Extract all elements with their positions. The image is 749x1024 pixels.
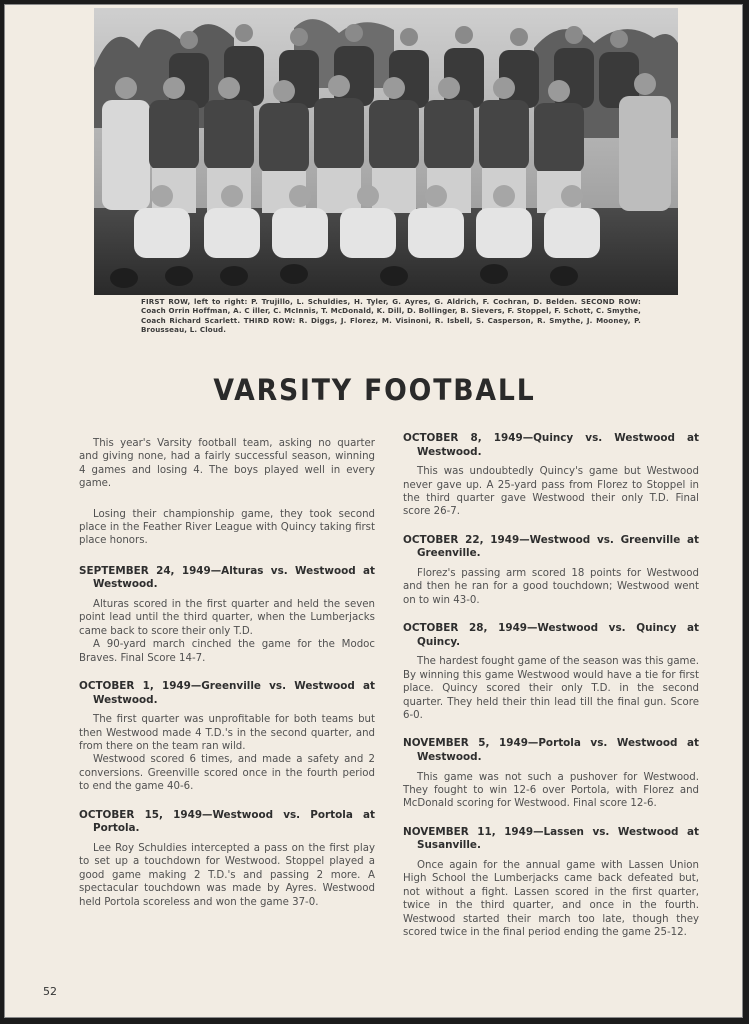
game-paragraph: This game was not such a pushover for Westwood. They fought to win 12-6 over Portola, with Florez and McDonald scoring for Westwood. Final score 12-6. (403, 771, 699, 810)
game-paragraph: Florez's passing arm scored 18 points for Westwood and then he ran for a good touchdown; Westwood went on to win 43-0. (403, 568, 699, 606)
game-heading: SEPTEMBER 24, 1949—Alturas vs. Westwood at Westwood. (79, 564, 375, 591)
spacer (403, 811, 699, 826)
right-column (403, 432, 699, 939)
game-paragraph: Alturas scored in the first quarter and held the seven point lead until the third quarter, when the Lumberjacks came back to score their only T.D. (79, 599, 375, 637)
game-heading: NOVEMBER 5, 1949—Portola vs. Westwood at Westwood. (403, 737, 699, 764)
spacer (79, 794, 375, 809)
yearbook-page (4, 4, 743, 1018)
game-heading: OCTOBER 22, 1949—Westwood vs. Greenville at Greenville. (403, 533, 699, 560)
photo-caption: FIRST ROW, left to right: P. Trujillo, L. Schuldies, H. Tyler, G. Ayres, G. Aldrich, F. Cochran, D. Belden. SECOND ROW: Coach Orrin Hoffman, A. C iller, C. McInnis, T. McDonald, K. Dill, D. Bollinger, B. Sievers, F. Stoppel, F. Schott, C. Smythe, Coach Richard Scarlett. THIRD ROW: R. Diggs, J. Florez, M. Visinoni, R. Isbell, S. Casperson, R. Smythe, J. Mooney, P. Brousseau, L. Cloud. (141, 297, 641, 334)
league-paragraph: Losing their championship game, they took second place in the Feather River League with Quincy taking first place honors. (79, 508, 375, 547)
game-paragraph: A 90-yard march cinched the game for the Modoc Braves. Final Score 14-7. (79, 639, 375, 664)
game-heading: OCTOBER 8, 1949—Quincy vs. Westwood at Westwood. (403, 432, 699, 458)
game-paragraph: Lee Roy Schuldies intercepted a pass on the first play to set up a touchdown for Westwood. Stoppel played a good game making 2 T.D.'s and passing 2 more. A spectacular touchdown was made by Ayres. Westwood held Portola scoreless and won the game 37-0. (79, 842, 375, 908)
game-paragraph: This was undoubtedly Quincy's game but Westwood never gave up. A 25-yard pass from Florez to Stoppel in the third quarter gave Westwood their only T.D. Final score 26-7. (403, 466, 699, 518)
game-heading: OCTOBER 1, 1949—Greenville vs. Westwood at Westwood. (79, 680, 375, 706)
game-paragraph: The first quarter was unprofitable for both teams but then Westwood made 4 T.D.'s in the second quarter, and from there on the team ran wild. (79, 714, 375, 753)
game-paragraph: The hardest fought game of the season was this game. By winning this game Westwood would have a tie for first place. Quincy scored their only T.D. in the second quarter. They held their thin lead till the final gun. Score 6-0. (403, 656, 699, 722)
spacer (403, 607, 699, 622)
team-photo (94, 8, 678, 295)
spacer (403, 722, 699, 737)
page-title: VARSITY FOOTBALL (213, 373, 536, 407)
spacer (79, 665, 375, 680)
game-paragraph: Westwood scored 6 times, and made a safety and 2 conversions. Greenville scored once in the fourth period to end the game 40-6. (79, 754, 375, 793)
game-heading: NOVEMBER 11, 1949—Lassen vs. Westwood at Susanville. (403, 825, 699, 852)
page-number: 52 (43, 985, 57, 998)
left-column (79, 437, 375, 909)
team-photo-illustration (94, 8, 678, 295)
spacer (403, 519, 699, 534)
game-paragraph: Once again for the annual game with Lassen Union High School the Lumberjacks came back defeated but, not without a fight. Lassen scored in the first quarter, twice in the third quarter, and once in the fourth. Westwood started their march too late, though they scored twice in the final period ending the game 25-12. (403, 860, 699, 939)
intro-paragraph: This year's Varsity football team, asking no quarter and giving none, had a fairly successful season, winning 4 games and losing 4. The boys played well in every game. (79, 438, 375, 490)
game-heading: OCTOBER 15, 1949—Westwood vs. Portola at Portola. (79, 808, 375, 835)
game-heading: OCTOBER 28, 1949—Westwood vs. Quincy at Quincy. (403, 622, 699, 648)
